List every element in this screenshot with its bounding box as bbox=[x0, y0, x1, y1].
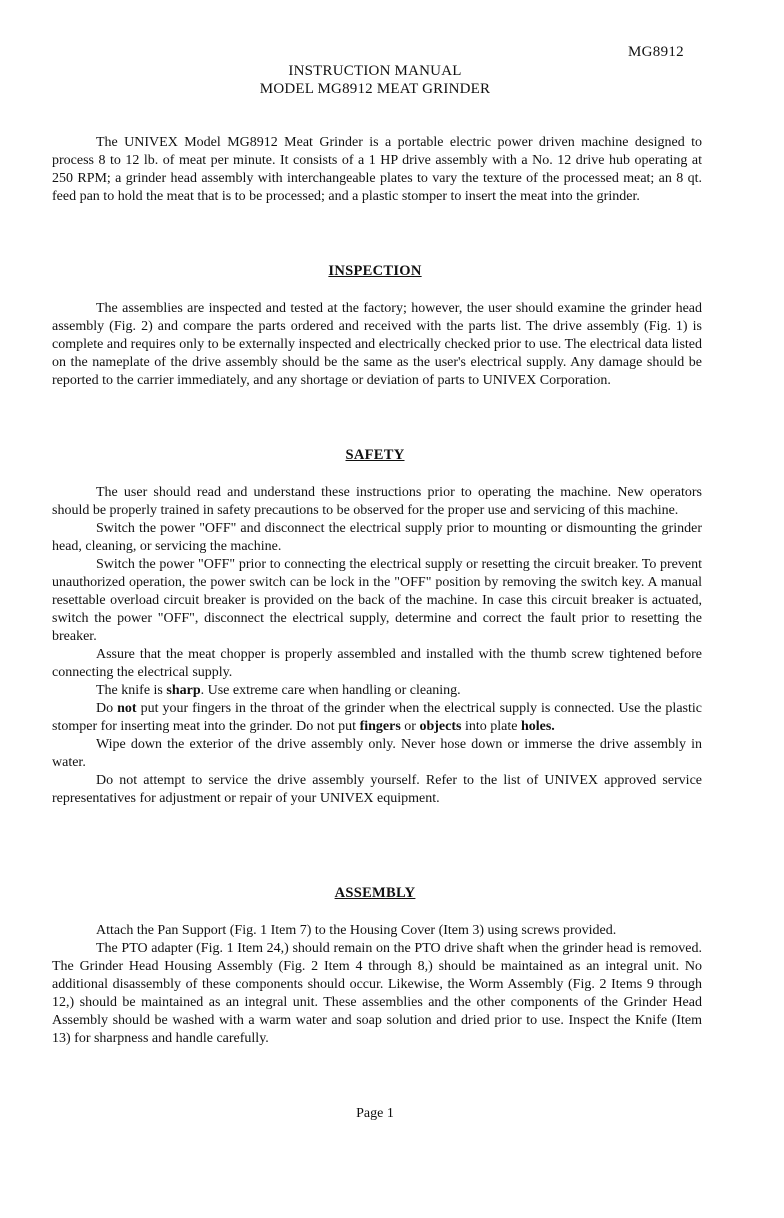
safety-heading: SAFETY bbox=[345, 447, 405, 463]
title-line-2: MODEL MG8912 MEAT GRINDER bbox=[259, 81, 491, 97]
assembly-heading: ASSEMBLY bbox=[334, 885, 416, 901]
document-title bbox=[0, 62, 750, 98]
intro-section bbox=[52, 134, 702, 206]
safety-paragraph-4: Assure that the meat chopper is properly assembled and installed with the thumb screw tightened before connecting the electrical supply. bbox=[52, 647, 702, 680]
assembly-paragraph-2: The PTO adapter (Fig. 1 Item 24,) should remain on the PTO drive shaft when the grinder head is removed. The Grinder Head Housing Assembly (Fig. 2 Item 4 through 8,) should be maintained as an integral unit. No additional disassembly of these components should occur. Likewise, the Worm Assembly (Fig. 2 Items 9 through 12,) should be maintained as an integral unit. These assemblies and the other components of the Grinder Head Assembly should be washed with a warm water and soap solution and dried prior to use. Inspect the Knife (Item 13) for sharpness and handle carefully. bbox=[52, 941, 702, 1046]
safety-paragraph-2: Switch the power "OFF" and disconnect the electrical supply prior to mounting or dismounting the grinder head, cleaning, or servicing the machine. bbox=[52, 521, 702, 554]
page-number: Page 1 bbox=[356, 1106, 394, 1121]
assembly-section bbox=[52, 922, 702, 1048]
inspection-paragraph: The assemblies are inspected and tested at the factory; however, the user should examine the grinder head assembly (Fig. 2) and compare the parts ordered and received with the parts list. The drive assembly (Fig. 1) is complete and requires only to be externally inspected and electrically checked prior to use. The electrical data listed on the nameplate of the drive assembly should be the same as the user's electrical supply. Any damage should be reported to the carrier immediately, and any shortage or deviation of parts to UNIVEX Corporation. bbox=[52, 301, 702, 388]
assembly-paragraph-1: Attach the Pan Support (Fig. 1 Item 7) to the Housing Cover (Item 3) using screws provided. bbox=[96, 923, 617, 938]
title-line-1: INSTRUCTION MANUAL bbox=[288, 63, 462, 79]
safety-section bbox=[52, 484, 702, 808]
document-id: MG8912 bbox=[628, 44, 684, 60]
safety-paragraph-6: Do not put your fingers in the throat of the grinder when the electrical supply is connected. Use the plastic stomper for inserting meat into the grinder. Do not put fingers or objects into plate holes. bbox=[52, 701, 702, 734]
safety-paragraph-5: The knife is sharp. Use extreme care when handling or cleaning. bbox=[96, 683, 461, 698]
inspection-section bbox=[52, 300, 702, 390]
inspection-heading: INSPECTION bbox=[328, 263, 422, 279]
safety-paragraph-8: Do not attempt to service the drive assembly yourself. Refer to the list of UNIVEX approved service representatives for adjustment or repair of your UNIVEX equipment. bbox=[52, 773, 702, 806]
safety-paragraph-1: The user should read and understand these instructions prior to operating the machine. New operators should be properly trained in safety precautions to be observed for the proper use and servicing of this machine. bbox=[52, 485, 702, 518]
safety-paragraph-7: Wipe down the exterior of the drive assembly only. Never hose down or immerse the drive assembly in water. bbox=[52, 737, 702, 770]
intro-paragraph: The UNIVEX Model MG8912 Meat Grinder is a portable electric power driven machine designed to process 8 to 12 lb. of meat per minute. It consists of a 1 HP drive assembly with a No. 12 drive hub operating at 250 RPM; a grinder head assembly with interchangeable plates to vary the texture of the processed meat; an 8 qt. feed pan to hold the meat that is to be processed; and a plastic stomper to insert the meat into the grinder. bbox=[52, 135, 702, 204]
safety-paragraph-3: Switch the power "OFF" prior to connecting the electrical supply or resetting the circuit breaker. To prevent unauthorized operation, the power switch can be lock in the "OFF" position by removing the switch key. A manual resettable overload circuit breaker is provided on the back of the machine. In case this circuit breaker is actuated, switch the power "OFF", disconnect the electrical supply, determine and correct the fault prior to resetting the breaker. bbox=[52, 557, 702, 644]
